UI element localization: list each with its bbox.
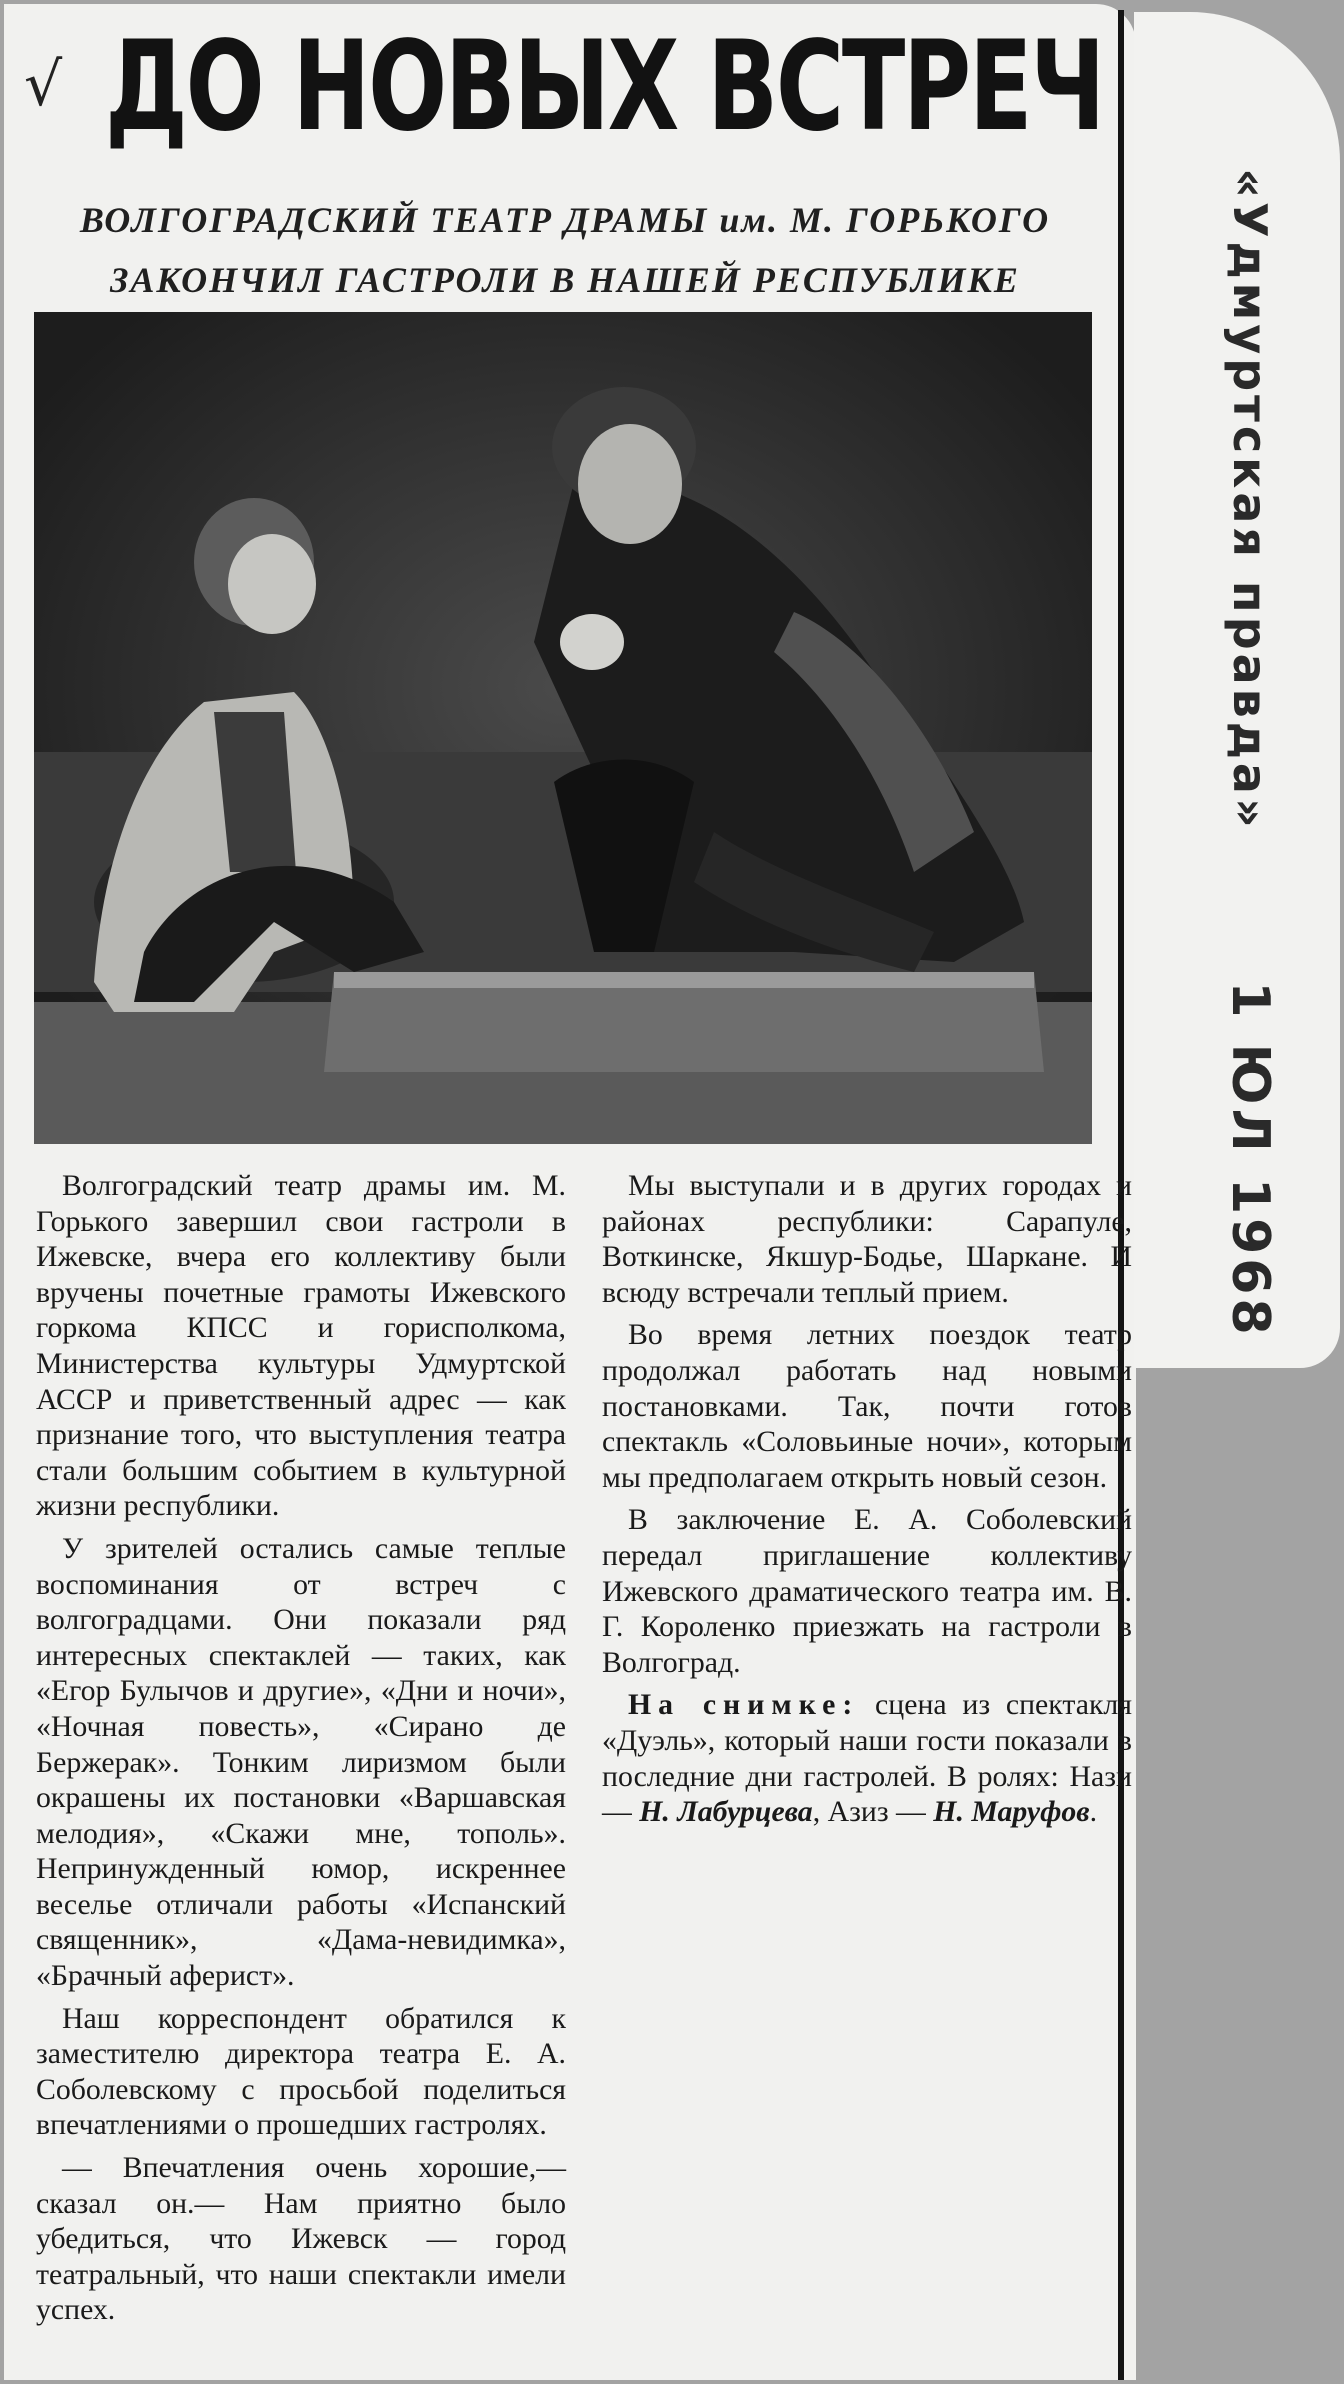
archive-stamps bbox=[1205, 168, 1295, 1340]
subheadline bbox=[60, 190, 1070, 310]
stage-photo bbox=[34, 312, 1092, 1144]
article-paragraph: Во время летних поездок театр продолжал работать над новыми постановками. Так, почти готов спектакль «Соловьиные ночи», которым мы предполагаем открыть новый сезон. bbox=[602, 1318, 1132, 1494]
article-paragraph: Наш корреспондент обратился к заместителю директора театра Е. А. Соболевскому с просьбой поделиться впечатлениями о прошедших гастролях. bbox=[36, 2001, 566, 2142]
stage-photo-image bbox=[34, 312, 1092, 1144]
photo-caption bbox=[602, 1687, 1132, 1829]
newspaper-name-stamp: «Удмуртская правда» bbox=[1223, 168, 1277, 832]
caption-actor: Н. Лабурцева bbox=[639, 1795, 813, 1829]
caption-separator: , Азиз — bbox=[812, 1795, 934, 1829]
article-paragraph: Мы выступали и в других городах и районах республики: Сарапуле, Воткинске, Якшур-Бодье, Шаркане. И всюду встречали теплый прием. bbox=[602, 1169, 1132, 1309]
article-paragraph: У зрителей остались самые теплые воспоминания от встреч с волгоградцами. Они показали ряд интересных спектаклей — таких, как «Егор Булычов и другие», «Дни и ночи», «Ночная повесть», «Сирано де Бержерак». Тонким лиризмом были окрашены их постановки «Варшавская мелодия», «Скажи мне, тополь». Непринужденный юмор, искреннее веселье отличали работы «Испанский священник», «Дама-невидимка», «Брачный аферист». bbox=[36, 1531, 566, 1993]
article-paragraph: — Впечатления очень хорошие,— сказал он.— Нам приятно было убедиться, что Ижевск — город театральный, что наши спектакли имели успех. bbox=[36, 2151, 566, 2327]
subhead-line: ВОЛГОГРАДСКИЙ ТЕАТР ДРАМЫ им. М. ГОРЬКОГО bbox=[79, 200, 1051, 240]
caption-lead: На снимке: bbox=[628, 1688, 860, 1722]
date-stamp: 1 ЮЛ 1968 bbox=[1220, 981, 1280, 1339]
headline: ДО НОВЫХ ВСТРЕЧ bbox=[105, 15, 1104, 159]
article-body bbox=[36, 1168, 1132, 2368]
caption-text: сцена из спектакля «Дуэль», который наши гости показали в последние дни гастролей. В ролях: Нази — bbox=[602, 1688, 1132, 1829]
check-mark: √ bbox=[24, 50, 63, 120]
article-paragraph: Волгоградский театр драмы им. М. Горького завершил свои гастроли в Ижевске, вчера его коллективу были вручены почетные грамоты Ижевского горкома КПСС и горисполкома, Министерства культуры Удмуртской АССР и приветственный адрес — как признание того, что выступления театра стали большим событием в культурной жизни республики. bbox=[36, 1169, 566, 1523]
article-paragraph: В заключение Е. А. Соболевский передал приглашение коллективу Ижевского драматического театра им. В. Г. Короленко приезжать на гастроли в Волгоград. bbox=[602, 1503, 1132, 1679]
caption-actor: Н. Маруфов bbox=[933, 1795, 1090, 1829]
subhead-line: ЗАКОНЧИЛ ГАСТРОЛИ В НАШЕЙ РЕСПУБЛИКЕ bbox=[110, 260, 1020, 300]
caption-end: . bbox=[1089, 1795, 1098, 1829]
